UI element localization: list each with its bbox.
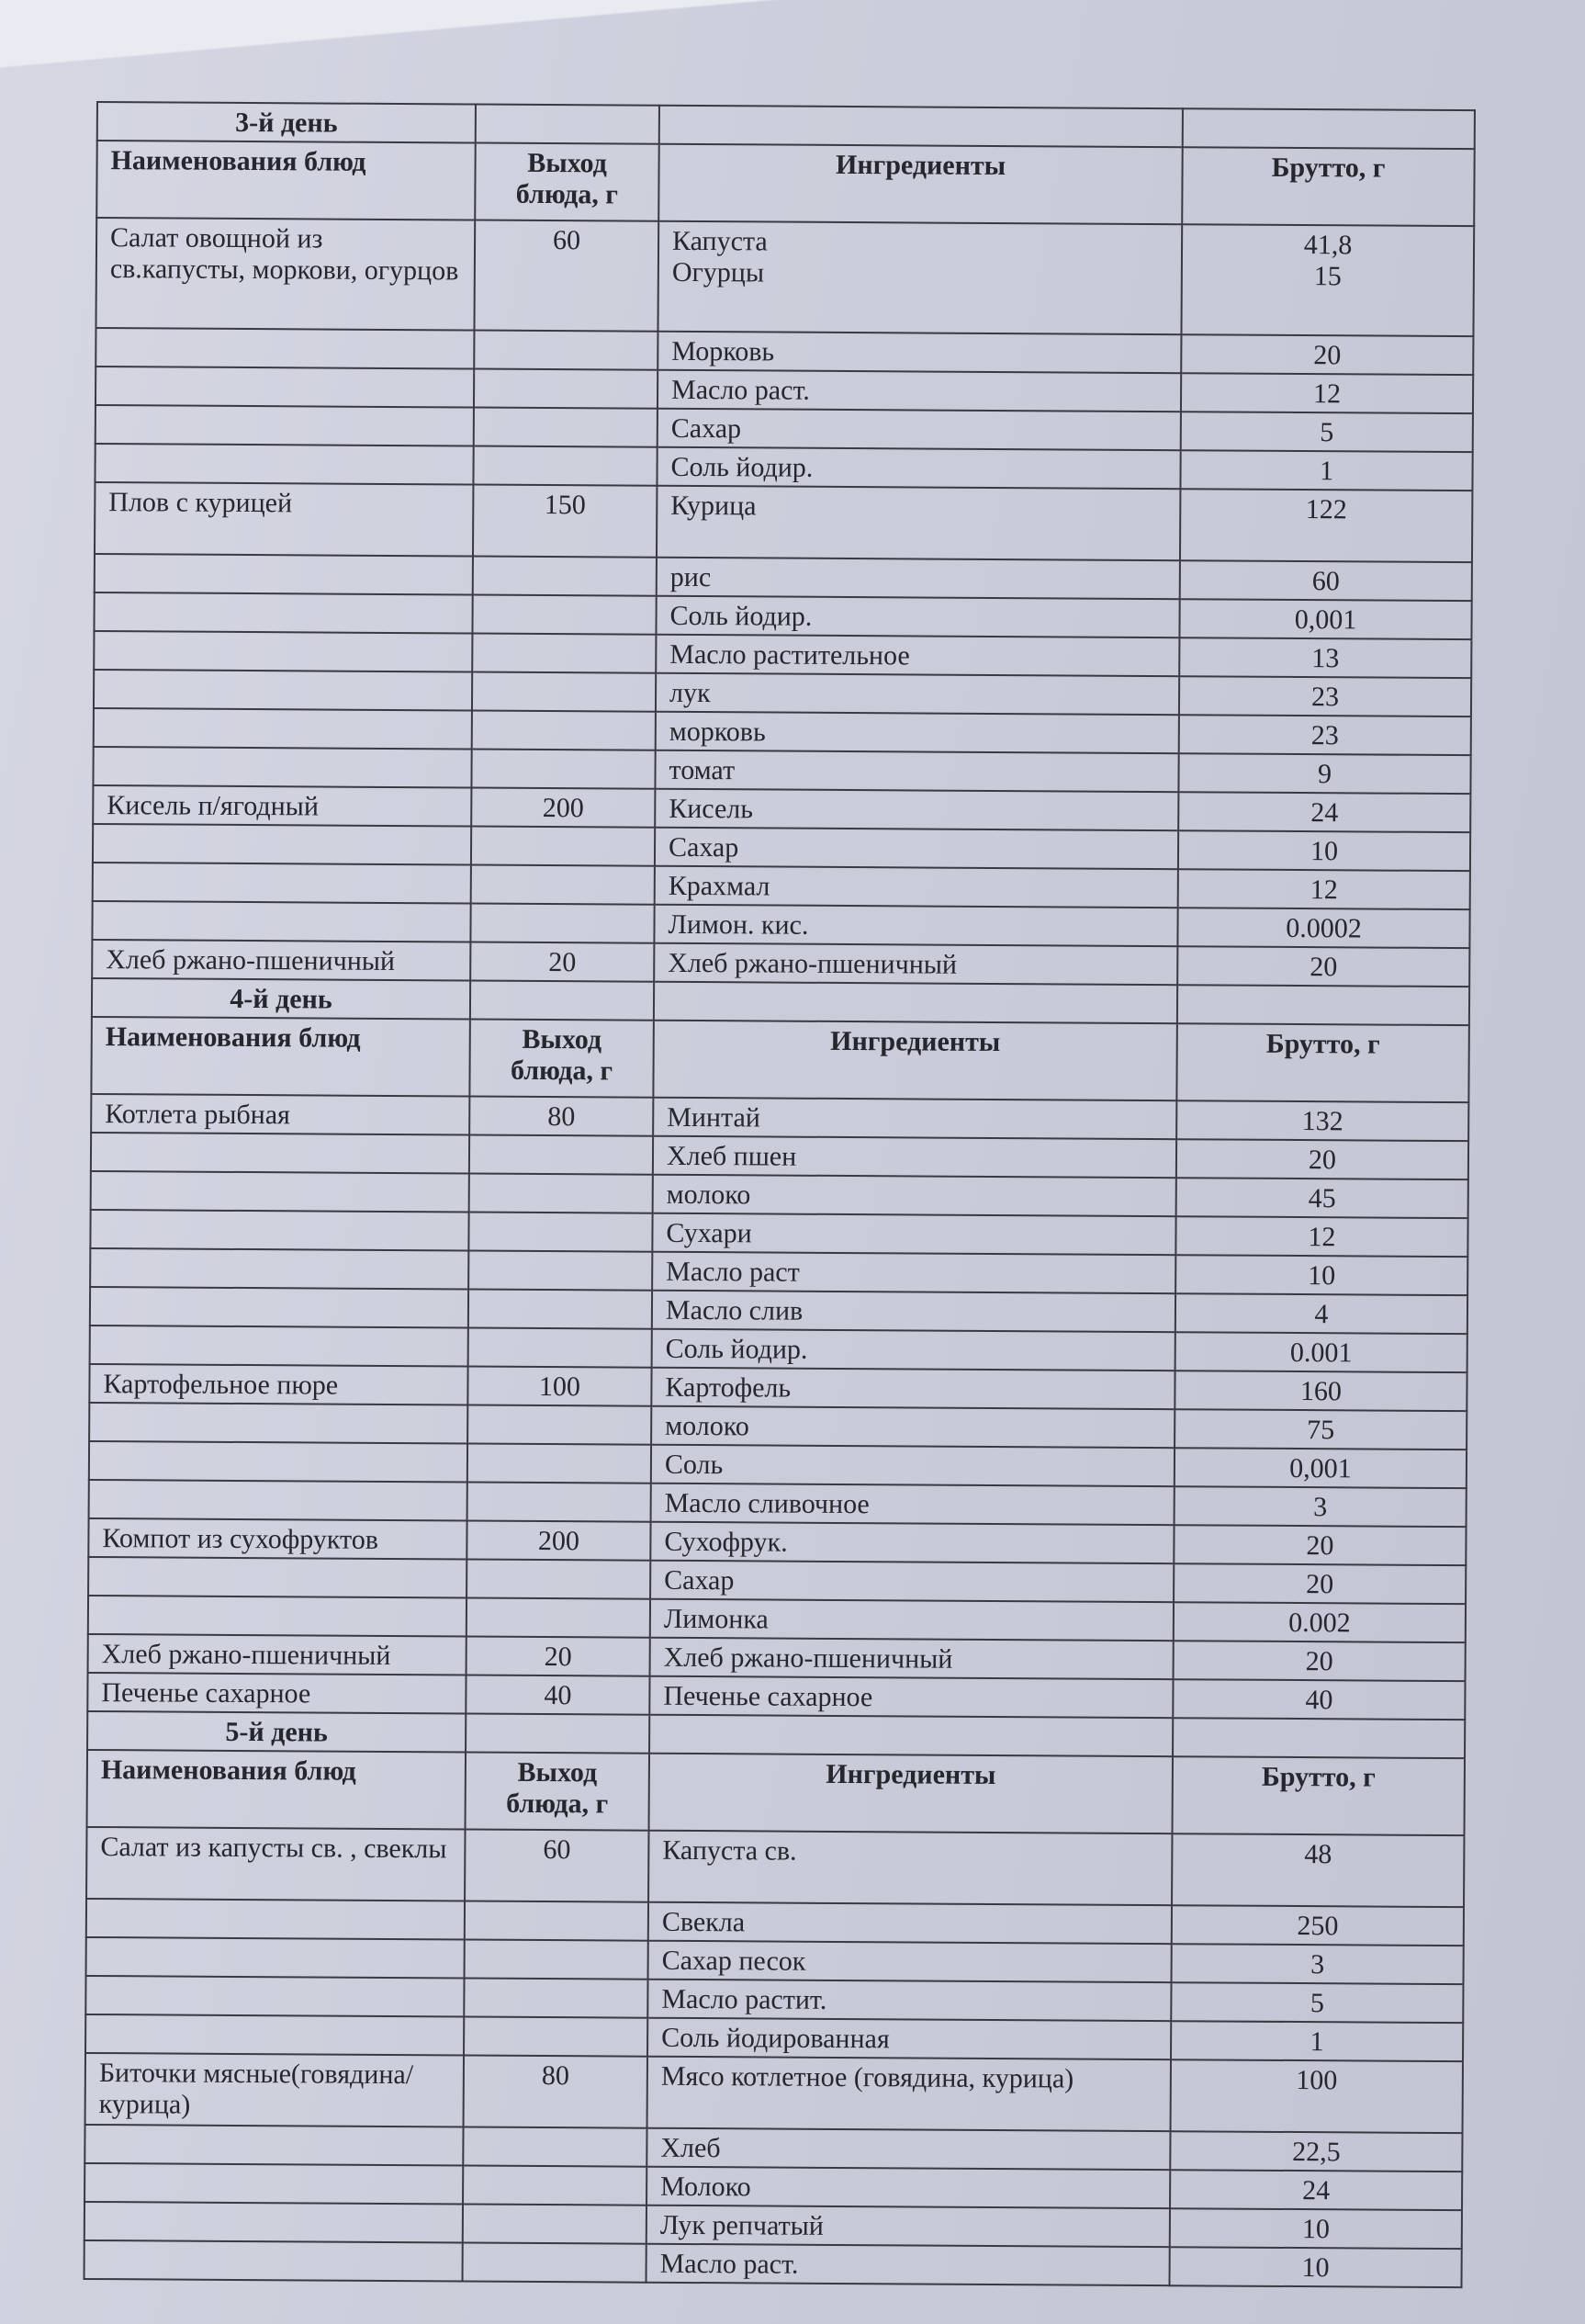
gross-cell: 5 <box>1171 1982 1463 2023</box>
empty-cell <box>654 982 1177 1023</box>
output-cell <box>463 2242 646 2282</box>
ingredient-cell: Свекла <box>648 1902 1172 1944</box>
dish-name-cell <box>96 405 474 446</box>
gross-cell: 0.0002 <box>1177 908 1469 948</box>
gross-cell: 75 <box>1175 1409 1467 1450</box>
gross-cell: 1 <box>1180 450 1472 491</box>
gross-cell: 12 <box>1175 1216 1467 1257</box>
gross-cell: 24 <box>1178 792 1470 832</box>
menu-table-body <box>84 102 1475 2287</box>
header-dish-name: Наименования блюд <box>96 141 476 220</box>
ingredient-cell: лук <box>656 673 1179 715</box>
menu-document <box>84 101 1474 2288</box>
output-cell <box>465 1939 648 1979</box>
dish-name-cell <box>93 747 471 788</box>
output-cell: 100 <box>467 1366 651 1405</box>
output-cell: 150 <box>473 485 657 558</box>
dish-name-cell <box>93 863 471 904</box>
ingredient-cell: Соль йодир. <box>657 447 1180 489</box>
output-cell <box>472 711 656 750</box>
gross-cell: 1 <box>1171 2021 1463 2061</box>
ingredient-cell: Масло растительное <box>656 635 1179 676</box>
dish-name-cell <box>84 2163 463 2205</box>
dish-name-cell <box>84 2202 463 2243</box>
ingredient-cell: Капуста св. <box>648 1831 1172 1905</box>
ingredient-cell: Соль йодир. <box>656 596 1179 637</box>
gross-cell: 10 <box>1170 2208 1462 2249</box>
output-cell <box>468 1213 652 1252</box>
output-cell <box>473 446 657 486</box>
gross-cell: 48 <box>1172 1833 1464 1907</box>
header-dish-name: Наименования блюд <box>87 1750 467 1830</box>
ingredient-cell: молоко <box>651 1406 1175 1448</box>
gross-cell: 41,8 15 <box>1181 224 1474 336</box>
ingredient-cell: Сахар <box>650 1561 1174 1602</box>
gross-cell: 0.001 <box>1175 1332 1467 1372</box>
dish-name-cell <box>90 1210 468 1251</box>
ingredient-cell: Соль йодированная <box>647 2018 1171 2059</box>
gross-cell: 24 <box>1170 2170 1462 2210</box>
gross-cell: 12 <box>1181 373 1473 413</box>
header-output: Выход блюда, г <box>475 143 659 221</box>
gross-cell: 10 <box>1175 1255 1467 1295</box>
output-cell <box>471 827 655 866</box>
gross-cell: 20 <box>1176 1139 1468 1179</box>
output-cell <box>473 557 657 596</box>
empty-cell <box>1177 985 1469 1025</box>
gross-cell: 122 <box>1180 489 1472 562</box>
gross-cell: 9 <box>1178 753 1470 794</box>
dish-name-cell <box>94 708 472 750</box>
ingredient-cell: Масло раст. <box>646 2244 1170 2285</box>
gross-cell: 250 <box>1172 1905 1464 1946</box>
ingredient-cell: Картофель <box>651 1368 1175 1409</box>
dish-name-cell <box>84 2240 463 2282</box>
output-cell <box>472 595 656 635</box>
dish-name-cell: Хлеб ржано-пшеничный <box>92 940 470 981</box>
ingredient-cell: Капуста Огурцы <box>658 221 1182 334</box>
gross-cell: 10 <box>1178 830 1470 871</box>
gross-cell: 45 <box>1176 1178 1468 1218</box>
header-dish-name: Наименования блюд <box>91 1017 470 1097</box>
ingredient-cell: Хлеб ржано-пшеничный <box>654 943 1177 985</box>
output-cell <box>463 2165 646 2205</box>
gross-cell: 0,001 <box>1179 599 1471 639</box>
header-gross: Брутто, г <box>1172 1756 1465 1835</box>
ingredient-cell: Соль йодир. <box>652 1329 1175 1371</box>
dish-name-cell <box>90 1326 468 1367</box>
dish-name-cell: Печенье сахарное <box>87 1673 466 1714</box>
ingredient-cell: томат <box>655 750 1178 792</box>
gross-cell: 13 <box>1179 637 1471 678</box>
gross-cell: 20 <box>1181 334 1473 375</box>
output-cell <box>468 1327 652 1367</box>
ingredient-cell: молоко <box>653 1175 1176 1216</box>
header-output: Выход блюда, г <box>469 1020 654 1098</box>
gross-cell: 23 <box>1179 676 1471 716</box>
ingredient-cell: Печенье сахарное <box>649 1676 1173 1718</box>
dish-name-cell <box>85 1976 464 2017</box>
ingredient-cell: Сахар песок <box>648 1941 1172 1982</box>
output-cell: 80 <box>469 1097 653 1136</box>
ingredient-cell: Хлеб <box>646 2128 1170 2170</box>
dish-name-cell <box>95 554 473 595</box>
output-cell <box>467 1482 651 1521</box>
output-cell <box>470 904 654 943</box>
dish-name-cell <box>86 1899 465 1940</box>
dish-name-cell <box>94 670 472 711</box>
dish-name-cell <box>89 1480 467 1521</box>
output-cell: 60 <box>474 220 658 332</box>
dish-name-cell <box>84 2125 463 2166</box>
output-cell <box>468 1289 652 1328</box>
header-ingredients: Ингредиенты <box>649 1754 1174 1833</box>
dish-name-cell: Биточки мясные(говядина/курица) <box>85 2053 464 2127</box>
dish-name-cell <box>88 1596 467 1637</box>
dish-name-cell: Плов с курицей <box>95 482 473 557</box>
dish-name-cell <box>89 1441 467 1483</box>
ingredient-cell: Морковь <box>658 332 1181 373</box>
dish-name-cell <box>91 1133 469 1174</box>
output-cell <box>474 369 658 409</box>
output-cell: 20 <box>470 942 654 982</box>
output-cell <box>465 1901 648 1940</box>
output-cell: 20 <box>467 1636 650 1675</box>
gross-cell: 0.002 <box>1174 1602 1466 1642</box>
output-cell <box>463 2204 646 2243</box>
dish-name-cell <box>96 367 474 408</box>
ingredient-cell: Масло раст. <box>658 370 1181 412</box>
output-cell <box>474 331 658 370</box>
dish-name-cell <box>90 1287 468 1328</box>
gross-cell: 3 <box>1175 1486 1467 1527</box>
ingredient-cell: Масло раст <box>652 1252 1175 1293</box>
output-cell <box>469 1135 653 1175</box>
gross-cell: 4 <box>1175 1293 1467 1334</box>
empty-cell <box>659 106 1183 147</box>
ingredient-cell: рис <box>657 558 1180 599</box>
gross-cell: 20 <box>1174 1563 1466 1604</box>
output-cell: 200 <box>467 1520 650 1560</box>
dish-name-cell: Хлеб ржано-пшеничный <box>88 1634 467 1675</box>
output-cell: 200 <box>471 788 655 828</box>
ingredient-cell: Мясо котлетное (говядина, курица) <box>647 2057 1171 2131</box>
gross-cell: 20 <box>1177 946 1469 987</box>
ingredient-cell: Минтай <box>653 1098 1176 1139</box>
dish-name-cell <box>91 1171 469 1213</box>
ingredient-cell: Лук репчатый <box>646 2206 1170 2247</box>
gross-cell: 132 <box>1176 1100 1468 1141</box>
ingredient-cell: Хлеб пшен <box>653 1136 1176 1178</box>
dish-name-cell <box>92 901 470 942</box>
dish-name-cell <box>85 2014 464 2056</box>
empty-cell <box>1183 108 1475 149</box>
output-cell <box>467 1597 650 1637</box>
header-gross: Брутто, г <box>1182 147 1475 226</box>
output-cell <box>472 672 656 712</box>
table-row <box>84 2240 1462 2287</box>
header-output: Выход блюда, г <box>466 1752 650 1830</box>
ingredient-cell: Молоко <box>646 2167 1170 2208</box>
header-ingredients: Ингредиенты <box>653 1021 1177 1100</box>
ingredient-cell: Сухари <box>652 1213 1175 1255</box>
dish-name-cell <box>94 631 472 672</box>
dish-name-cell <box>88 1557 467 1598</box>
header-ingredients: Ингредиенты <box>658 144 1183 224</box>
output-cell <box>464 1978 647 2017</box>
ingredient-cell: Масло растит. <box>647 1980 1171 2021</box>
menu-table <box>84 101 1476 2288</box>
empty-cell <box>470 981 654 1021</box>
ingredient-cell: Хлеб ржано-пшеничный <box>650 1638 1174 1679</box>
output-cell <box>471 750 655 789</box>
column-header-row <box>87 1750 1465 1835</box>
dish-name-cell <box>86 1937 465 1979</box>
output-cell <box>467 1405 651 1444</box>
gross-cell: 22,5 <box>1170 2131 1462 2172</box>
output-cell <box>463 2127 646 2166</box>
output-cell <box>469 1174 653 1213</box>
ingredient-cell: Масло слив <box>652 1291 1175 1332</box>
empty-cell <box>466 1713 649 1753</box>
ingredient-cell: Сахар <box>655 828 1178 869</box>
dish-name-cell: Салат овощной из св.капусты, моркови, огурцов <box>96 218 475 331</box>
paper-fold-shadow <box>0 0 1585 83</box>
ingredient-cell: Масло сливочное <box>651 1484 1175 1525</box>
dish-name-cell <box>93 824 471 865</box>
dish-name-cell: Компот из сухофруктов <box>88 1518 467 1560</box>
gross-cell: 20 <box>1174 1641 1466 1681</box>
ingredient-cell: Лимонка <box>650 1599 1174 1641</box>
dish-name-cell <box>95 444 473 485</box>
output-cell <box>467 1559 650 1598</box>
table-row <box>85 2053 1463 2133</box>
gross-cell: 0,001 <box>1175 1448 1467 1488</box>
output-cell <box>468 1250 652 1290</box>
ingredient-cell: Сахар <box>658 409 1181 450</box>
ingredient-cell: Курица <box>657 486 1180 560</box>
empty-cell <box>476 105 659 144</box>
output-cell: 60 <box>465 1829 648 1901</box>
table-row <box>95 482 1472 562</box>
ingredient-cell: Крахмал <box>655 866 1178 908</box>
ingredient-cell: Сухофрук. <box>650 1522 1174 1563</box>
output-cell <box>472 634 656 673</box>
column-header-row <box>91 1017 1468 1102</box>
table-row <box>86 1827 1464 1907</box>
header-gross: Брутто, г <box>1176 1023 1469 1102</box>
dish-name-cell: Котлета рыбная <box>91 1094 469 1135</box>
gross-cell: 3 <box>1172 1944 1464 1984</box>
gross-cell: 40 <box>1173 1679 1465 1720</box>
gross-cell: 60 <box>1180 560 1472 601</box>
dish-name-cell: Кисель п/ягодный <box>93 785 471 827</box>
output-cell <box>464 2016 647 2056</box>
dish-name-cell: Картофельное пюре <box>89 1364 467 1405</box>
gross-cell: 20 <box>1174 1525 1466 1565</box>
gross-cell: 160 <box>1175 1371 1467 1411</box>
column-header-row <box>96 141 1474 226</box>
dish-name-cell <box>90 1248 468 1290</box>
gross-cell: 12 <box>1178 869 1470 909</box>
dish-name-cell <box>89 1403 467 1444</box>
gross-cell: 10 <box>1169 2247 1461 2287</box>
output-cell <box>471 865 655 905</box>
day-title: 3-й день <box>97 102 476 143</box>
empty-cell <box>649 1715 1173 1756</box>
gross-cell: 5 <box>1181 412 1473 452</box>
dish-name-cell: Салат из капусты св. , свеклы <box>86 1827 465 1901</box>
ingredient-cell: Кисель <box>655 789 1178 830</box>
table-row <box>96 218 1474 336</box>
empty-cell <box>1173 1718 1465 1758</box>
ingredient-cell: Лимон. кис. <box>654 905 1177 946</box>
day-title: 5-й день <box>87 1711 466 1753</box>
output-cell: 40 <box>466 1675 649 1714</box>
dish-name-cell <box>96 328 474 369</box>
gross-cell: 23 <box>1179 715 1471 755</box>
dish-name-cell <box>94 592 472 634</box>
gross-cell: 100 <box>1171 2059 1463 2133</box>
output-cell: 80 <box>464 2055 647 2127</box>
output-cell <box>467 1443 651 1483</box>
ingredient-cell: морковь <box>656 712 1179 753</box>
output-cell <box>474 408 658 447</box>
ingredient-cell: Соль <box>651 1445 1175 1486</box>
day-title: 4-й день <box>92 978 470 1020</box>
